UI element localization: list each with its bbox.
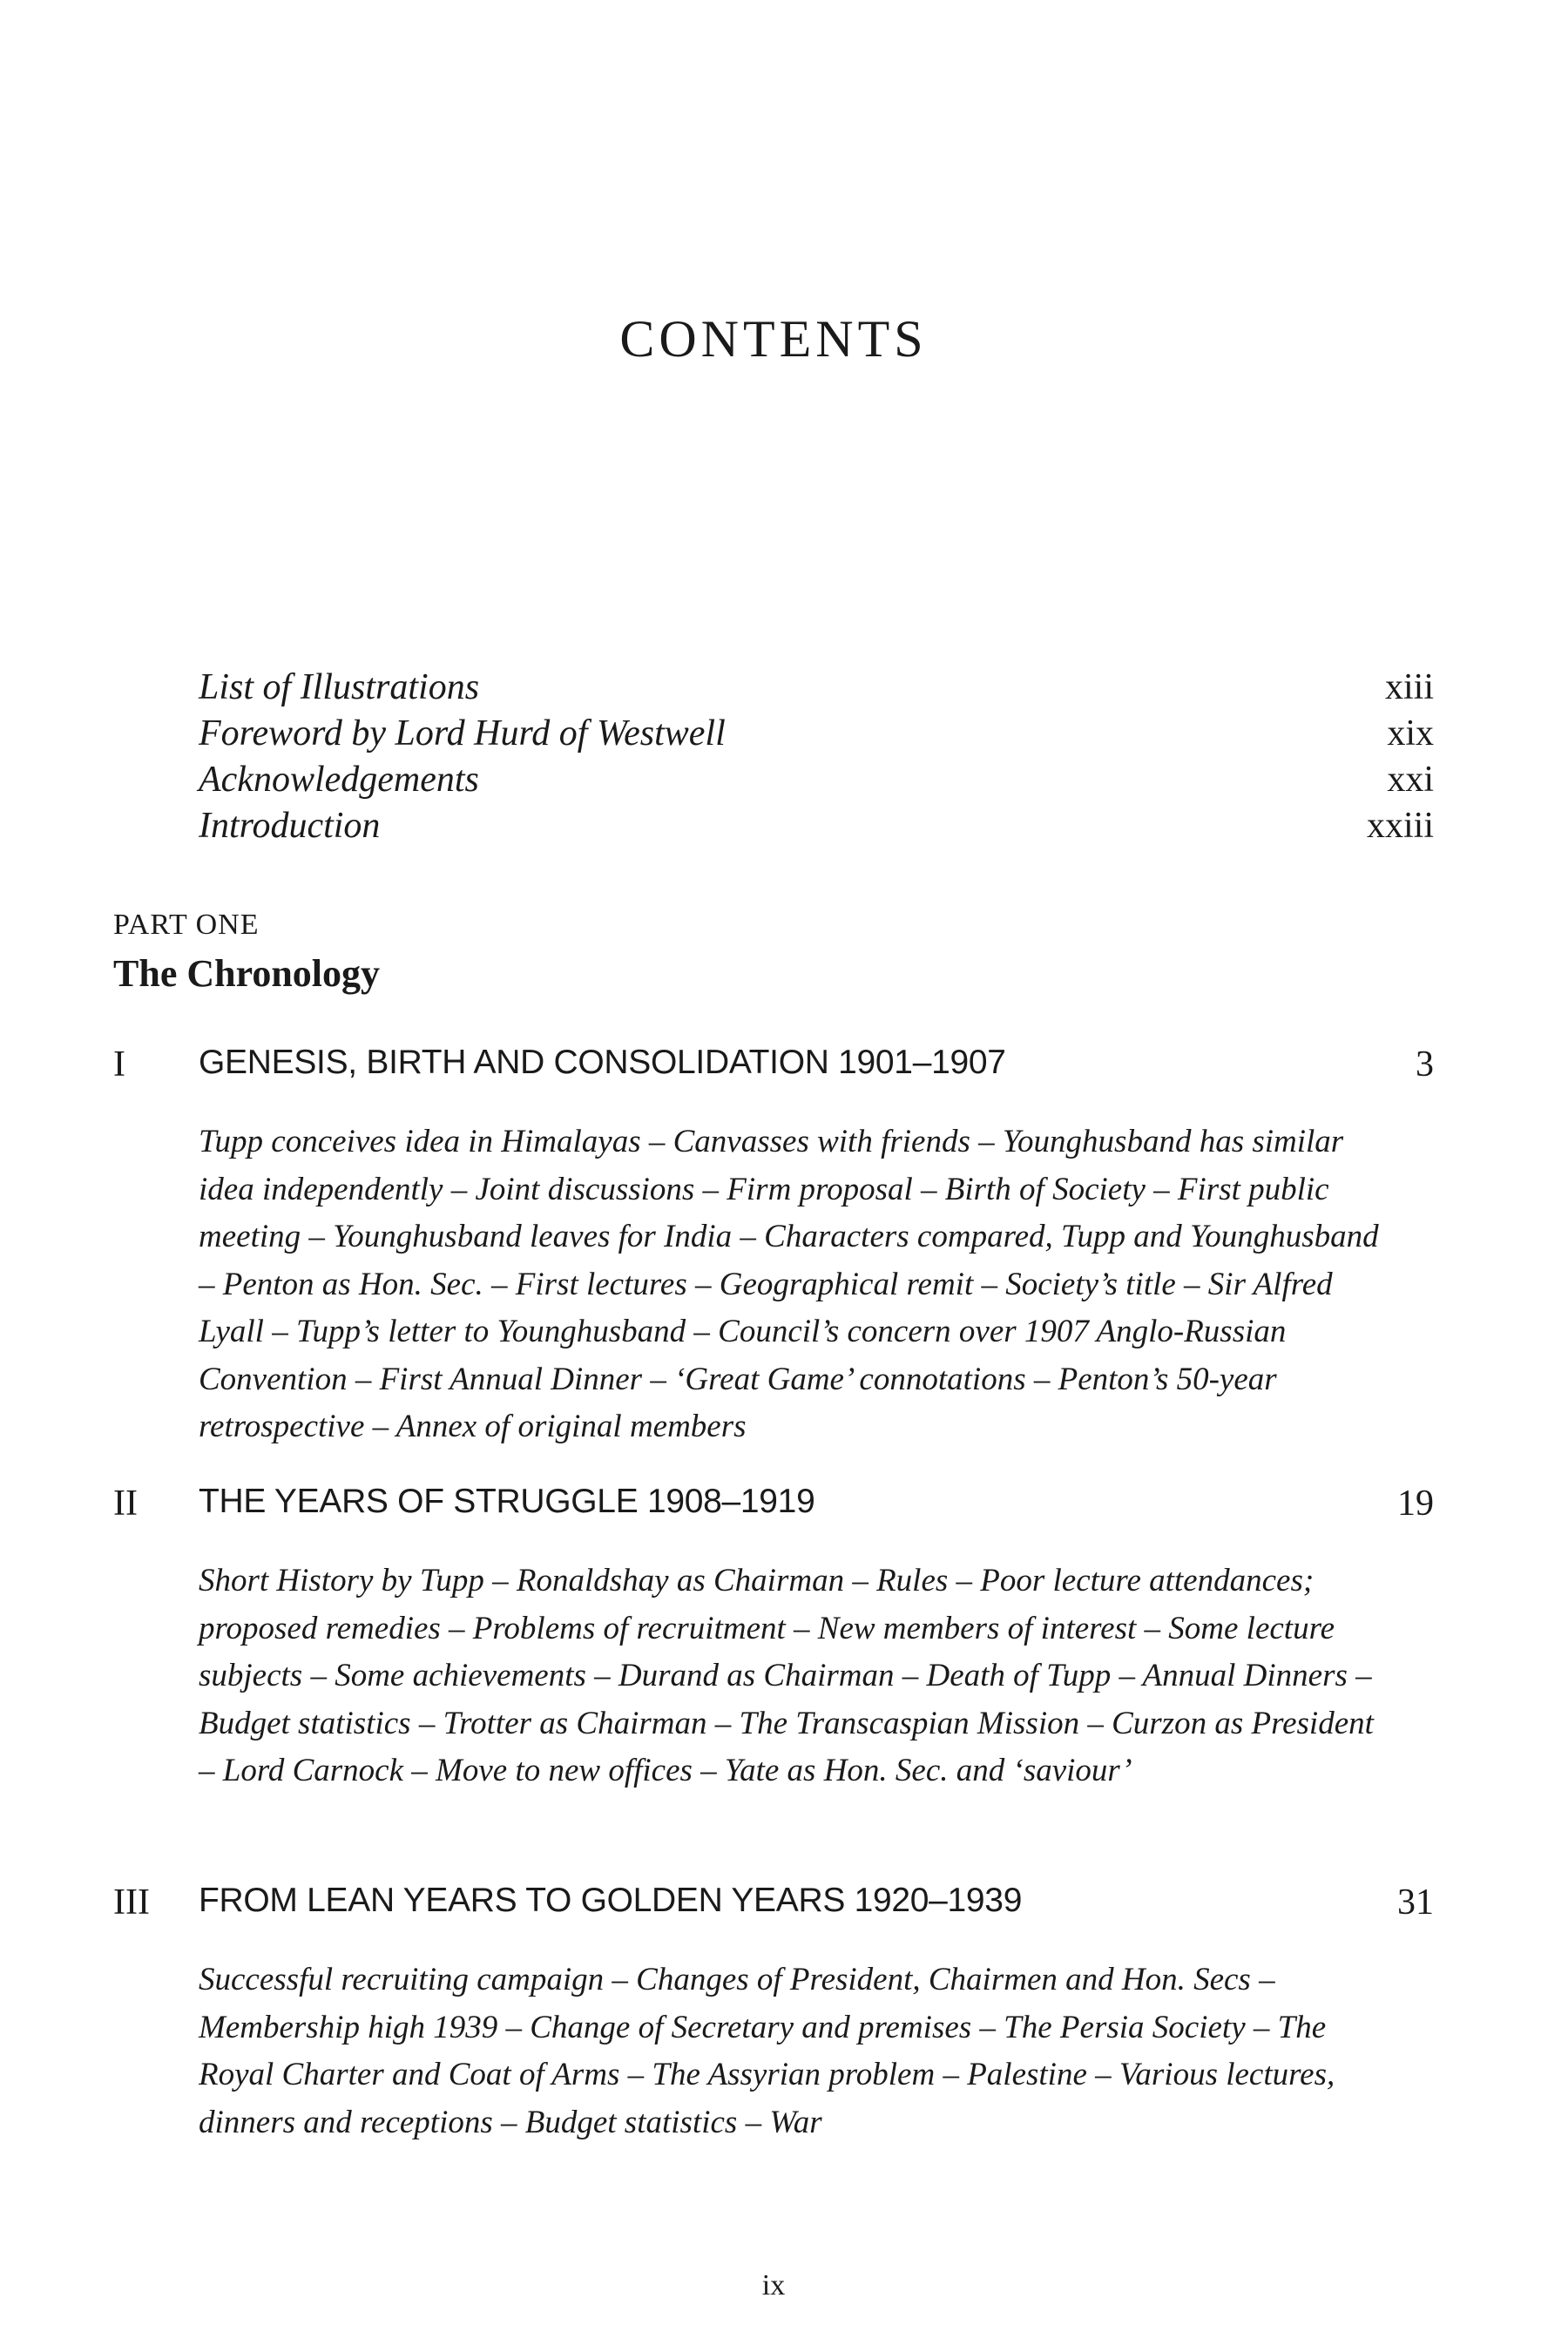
front-matter-list: [199, 666, 1434, 851]
chapter-heading: [113, 1044, 1434, 1096]
chapter-title: THE YEARS OF STRUGGLE 1908–1919: [199, 1483, 815, 1520]
front-matter-entry: [199, 713, 1434, 759]
chapter-number: II: [113, 1484, 138, 1524]
page-title: CONTENTS: [619, 310, 928, 368]
front-matter-page: xxi: [1387, 760, 1434, 800]
chapter-page-number: 31: [1397, 1882, 1434, 1923]
chapter-page-number: 19: [1397, 1484, 1434, 1524]
front-matter-page: xix: [1387, 713, 1434, 754]
front-matter-page: xiii: [1384, 667, 1434, 707]
front-matter-entry: [199, 759, 1434, 805]
chapter-number: I: [113, 1044, 125, 1085]
chapter-entry-3: [113, 1882, 1434, 2146]
chapter-summary: Short History by Tupp – Ronaldshay as Chairman – Rules – Poor lecture attendances; proposed remedies – Problems of recruitment – New members of interest – Some lecture subjects – Some achievements – Durand as Chairman – Death of Tupp – Annual Dinners – Budget statistics – Trotter as Chairman – The Transcaspian Mission – Curzon as President – Lord Carnock – Move to new offices – Yate as Hon. Sec. and ‘saviour’: [199, 1563, 1374, 1788]
chapter-entry-2: [113, 1483, 1434, 1795]
chapter-summary: Successful recruiting campaign – Changes of President, Chairmen and Hon. Secs – Membership high 1939 – Change of Secretary and premises – The Persia Society – The Royal Charter and Coat of Arms – The Assyrian problem – Palestine – Various lectures, dinners and receptions – Budget statistics – War: [199, 1962, 1335, 2140]
front-matter-title: Acknowledgements: [199, 760, 479, 800]
chapter-number: III: [113, 1882, 150, 1923]
chapter-entry-1: [113, 1044, 1434, 1451]
chapter-title: GENESIS, BIRTH AND CONSOLIDATION 1901–1907: [199, 1044, 1006, 1081]
part-title: The Chronology: [113, 952, 381, 995]
chapter-title: FROM LEAN YEARS TO GOLDEN YEARS 1920–1939: [199, 1882, 1023, 1919]
front-matter-page: xxiii: [1366, 806, 1434, 846]
chapter-summary: Tupp conceives idea in Himalayas – Canvasses with friends – Younghusband has similar idea independently – Joint discussions – Firm proposal – Birth of Society – First public meeting – Younghusband leaves for India – Characters compared, Tupp and Younghusband – Penton as Hon. Sec. – First lectures – Geographical remit – Society’s title – Sir Alfred Lyall – Tupp’s letter to Younghusband – Council’s concern over 1907 Anglo-Russian Convention – First Annual Dinner – ‘Great Game’ connotations – Penton’s 50-year retrospective – Annex of original members: [199, 1124, 1379, 1444]
front-matter-title: Foreword by Lord Hurd of Westwell: [199, 713, 726, 754]
chapter-page-number: 3: [1416, 1044, 1434, 1085]
page-folio: ix: [761, 2269, 786, 2301]
front-matter-entry: [199, 666, 1434, 713]
chapter-heading: [113, 1483, 1434, 1535]
front-matter-entry: [199, 805, 1434, 851]
chapter-heading: [113, 1882, 1434, 1934]
front-matter-title: Introduction: [199, 806, 381, 846]
front-matter-title: List of Illustrations: [199, 667, 480, 707]
part-label: PART ONE: [113, 909, 260, 941]
